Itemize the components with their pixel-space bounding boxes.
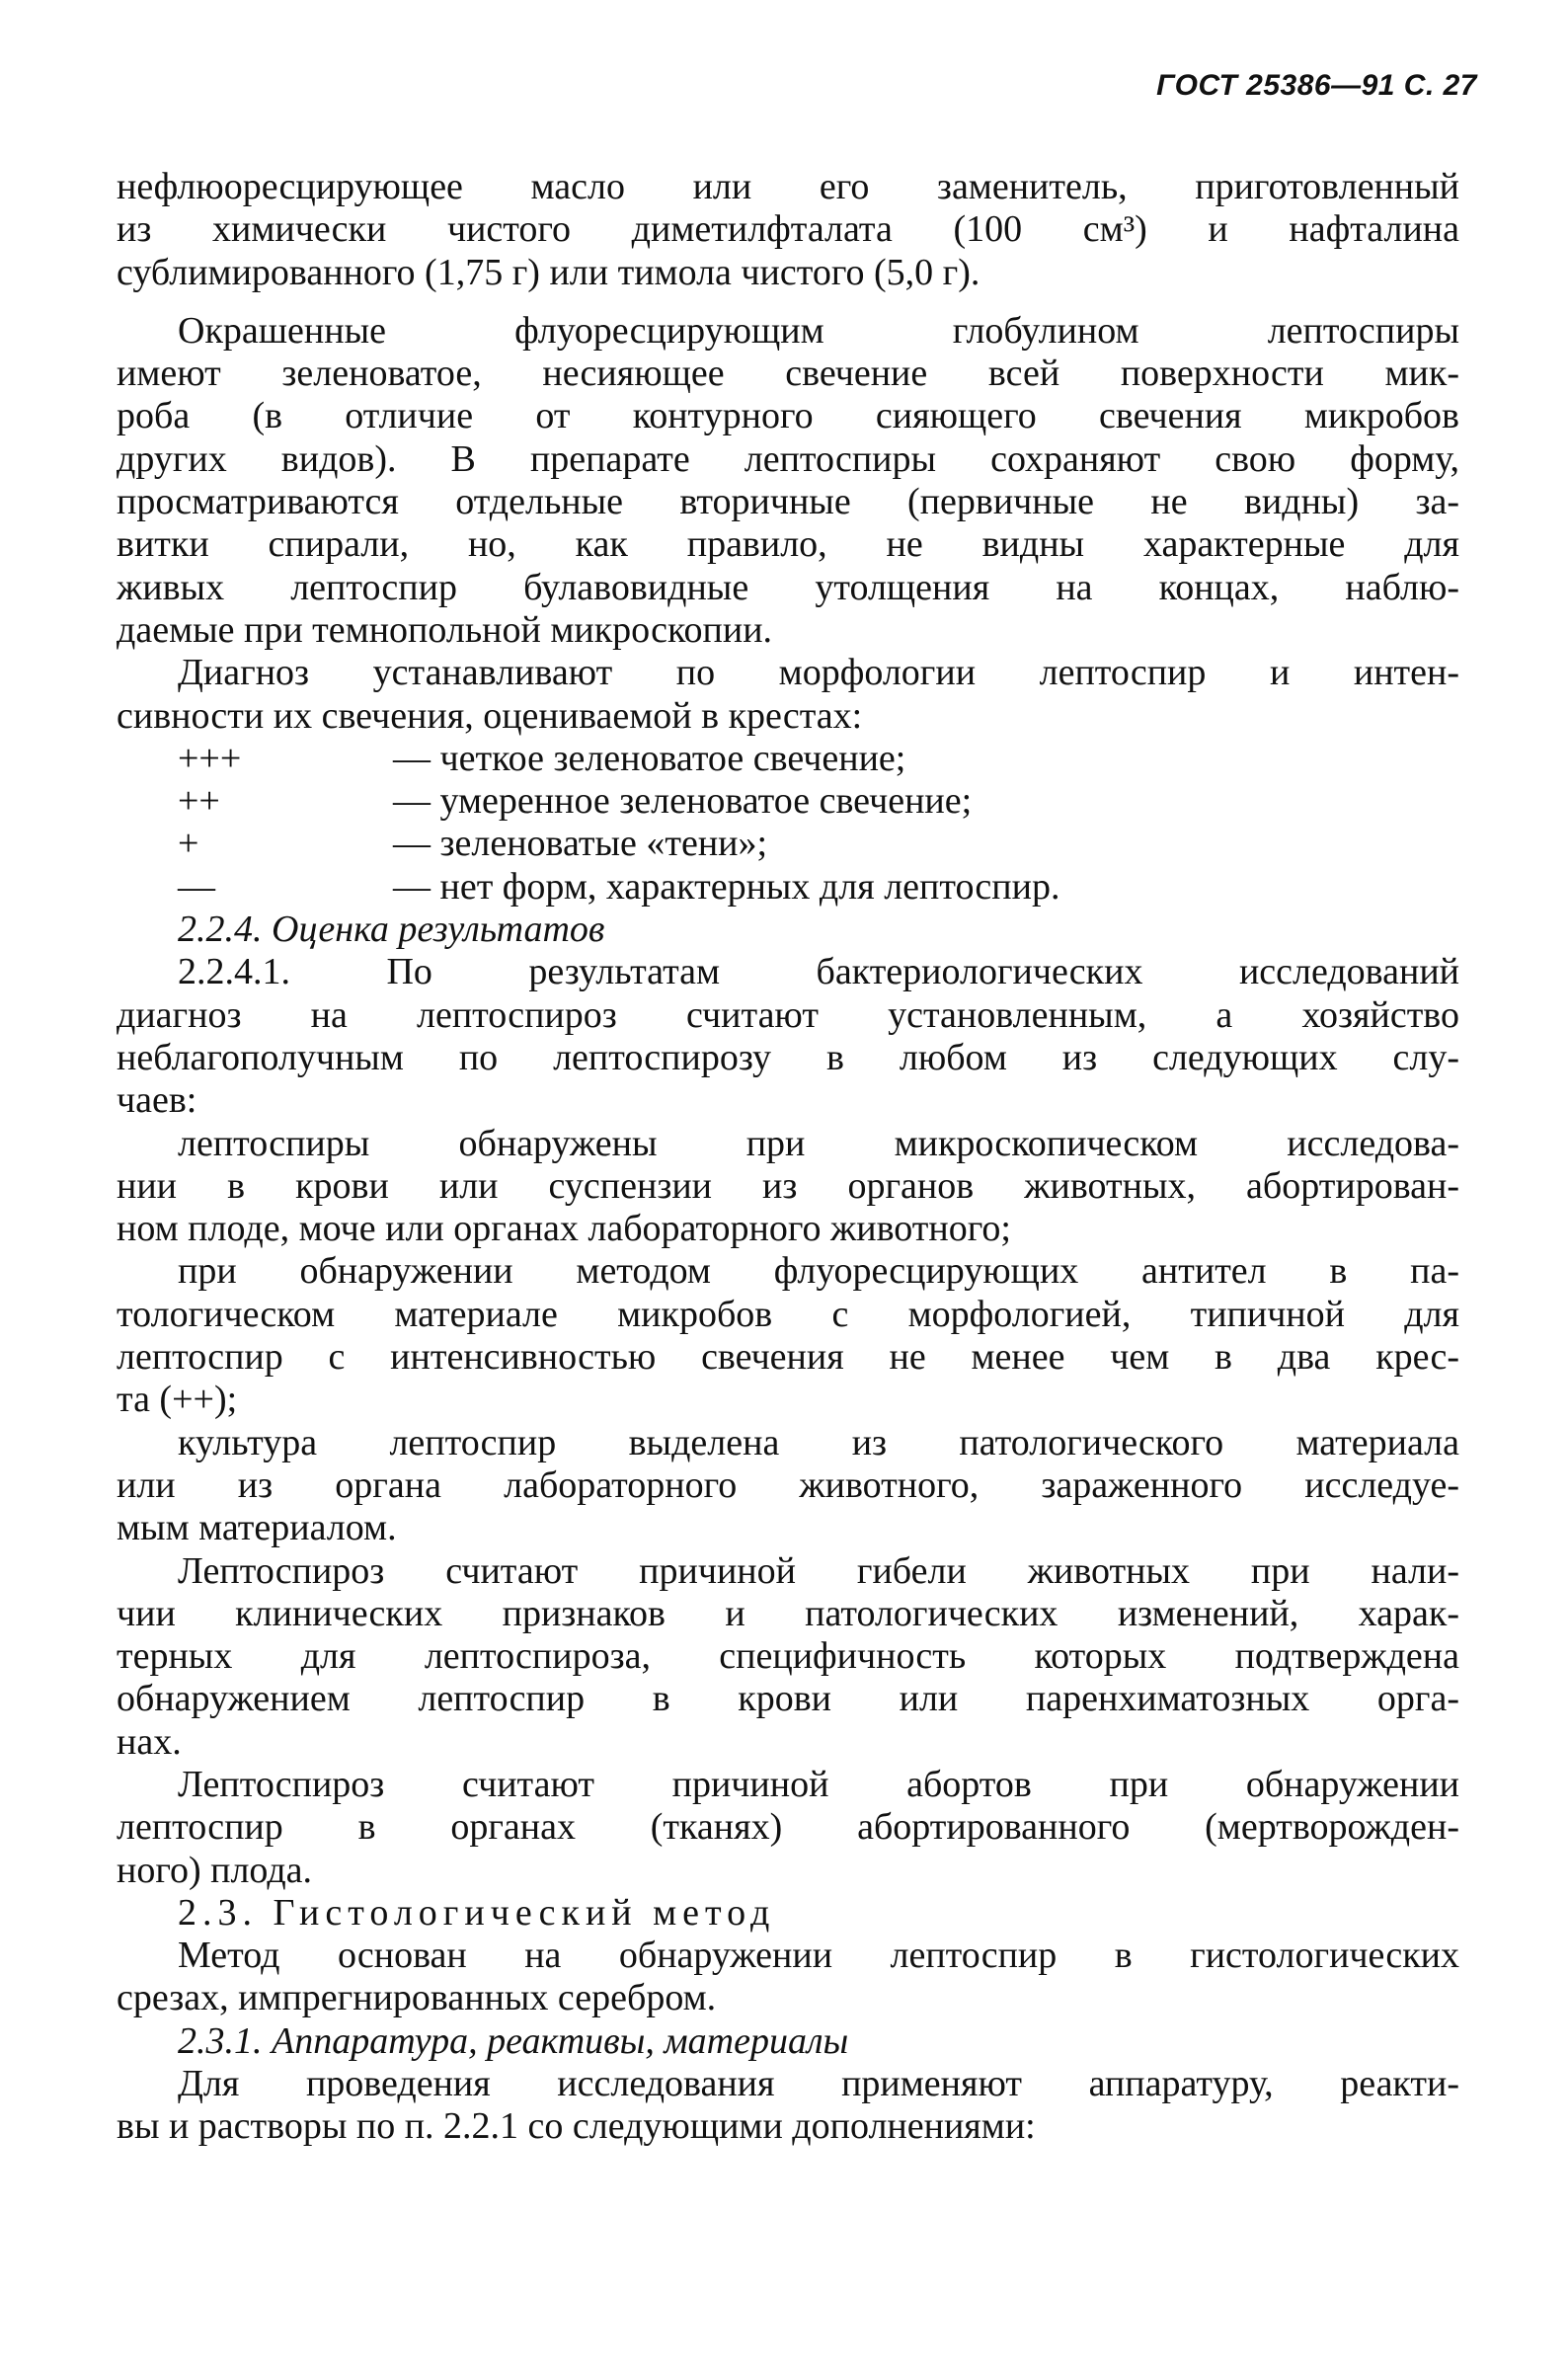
text-line: ного) плода. bbox=[117, 1849, 313, 1891]
text-line: нах. bbox=[117, 1720, 182, 1763]
page-body bbox=[117, 150, 1459, 2149]
text-line: Метод основан на обнаружении лептоспир в гистологических bbox=[178, 1935, 1459, 1977]
legend-symbol: — bbox=[178, 865, 215, 908]
page-header: ГОСТ 25386—91 С. 27 bbox=[1156, 69, 1477, 102]
text-line: 2.2.4.1. По результатам бактериологических исследований bbox=[178, 951, 1459, 993]
text-line: живых лептоспир булавовидные утолщения на концах, наблю- bbox=[117, 566, 1459, 608]
text-line: та (++); bbox=[117, 1379, 238, 1421]
text-line: сивности их свечения, оцениваемой в крестах: bbox=[117, 694, 863, 737]
paragraph bbox=[117, 1935, 1459, 2020]
text-line: других видов). В препарате лептоспиры сохраняют свою форму, bbox=[117, 437, 1459, 480]
text-line: обнаружением лептоспир в крови или паренхиматозных орга- bbox=[117, 1678, 1459, 1720]
text-line: Лептоспироз считают причиной гибели животных при нали- bbox=[178, 1549, 1459, 1592]
legend-symbol: ++ bbox=[178, 780, 220, 823]
paragraph bbox=[117, 1550, 1459, 1764]
legend-row bbox=[117, 866, 1459, 908]
paragraph bbox=[117, 1250, 1459, 1421]
text-line: культура лептоспир выделена из патологического материала bbox=[178, 1421, 1459, 1463]
text-line: чии клинических признаков и патологических изменений, харак- bbox=[117, 1592, 1459, 1634]
text-line: или из органа лабораторного животного, зараженного исследуе- bbox=[117, 1463, 1459, 1506]
legend-text: — умеренное зеленоватое свечение; bbox=[393, 780, 973, 823]
legend-text: — зеленоватые «тени»; bbox=[393, 823, 768, 865]
text-line: Окрашенные флуоресцирующим глобулином лептоспиры bbox=[178, 309, 1459, 352]
legend-row bbox=[117, 780, 1459, 823]
text-line: неблагополучным по лептоспирозу в любом из следующих слу- bbox=[117, 1036, 1459, 1078]
legend-text: — четкое зеленоватое свечение; bbox=[393, 737, 906, 779]
legend-row bbox=[117, 823, 1459, 865]
text-line: нии в крови или суспензии из органов животных, абортирован- bbox=[117, 1164, 1459, 1207]
paragraph bbox=[117, 310, 1459, 652]
text-line: имеют зеленоватое, несияющее свечение всей поверхности мик- bbox=[117, 353, 1459, 395]
text-line: нефлюоресцирующее масло или его заменитель, приготовленный bbox=[117, 166, 1459, 207]
cross-legend bbox=[117, 738, 1459, 908]
text-line: мым материалом. bbox=[117, 1507, 397, 1549]
text-line: Диагноз устанавливают по морфологии лептоспир и интен- bbox=[178, 652, 1459, 694]
text-line: просматриваются отдельные вторичные (первичные не видны) за- bbox=[117, 481, 1459, 523]
legend-row bbox=[117, 738, 1459, 780]
legend-text: — нет форм, характерных для лептоспир. bbox=[393, 865, 1060, 908]
text-line: лептоспиры обнаружены при микроскопическом исследова- bbox=[178, 1122, 1459, 1164]
paragraph bbox=[117, 1422, 1459, 1550]
paragraph bbox=[117, 652, 1459, 738]
text-line: срезах, импрегнированных серебром. bbox=[117, 1977, 717, 2019]
paragraph bbox=[117, 166, 1459, 294]
text-line: Лептоспироз считают причиной абортов при обнаружении bbox=[178, 1763, 1459, 1805]
legend-symbol: + bbox=[178, 823, 199, 865]
text-line: лептоспир с интенсивностью свечения не менее чем в два крес- bbox=[117, 1336, 1459, 1379]
text-line: вы и растворы по п. 2.2.1 со следующими дополнениями: bbox=[117, 2105, 1036, 2148]
text-line: диагноз на лептоспироз считают установленным, а хозяйство bbox=[117, 993, 1459, 1036]
text-line: сублимированного (1,75 г) или тимола чистого (5,0 г). bbox=[117, 251, 980, 293]
text-line: роба (в отличие от контурного сияющего свечения микробов bbox=[117, 395, 1459, 437]
text-line: Для проведения исследования применяют аппаратуру, реакти- bbox=[178, 2063, 1459, 2105]
paragraph bbox=[117, 1764, 1459, 1892]
text-line: даемые при темнопольной микроскопии. bbox=[117, 608, 773, 651]
text-line: тологическом материале микробов с морфологией, типичной для bbox=[117, 1293, 1459, 1335]
text-line: из химически чистого диметилфталата (100 см³) и нафталина bbox=[117, 208, 1459, 251]
legend-symbol: +++ bbox=[178, 737, 242, 779]
paragraph bbox=[117, 1123, 1459, 1251]
text-line: витки спирали, но, как правило, не видны характерные для bbox=[117, 523, 1459, 566]
section-heading: 2.2.4. Оценка результатов bbox=[178, 908, 605, 951]
paragraph bbox=[117, 2063, 1459, 2149]
text-line: терных для лептоспироза, специфичность которых подтверждена bbox=[117, 1635, 1459, 1678]
text-line: чаев: bbox=[117, 1079, 197, 1122]
text-line: при обнаружении методом флуоресцирующих антител в па- bbox=[178, 1250, 1459, 1293]
paragraph bbox=[117, 951, 1459, 1122]
text-line: ном плоде, моче или органах лабораторного животного; bbox=[117, 1208, 1011, 1250]
text-line: лептоспир в органах (тканях) абортированного (мертворожден- bbox=[117, 1806, 1459, 1849]
section-heading: 2.3.1. Аппаратура, реактивы, материалы bbox=[178, 2019, 849, 2062]
section-heading: 2.3. Гистологический метод bbox=[178, 1891, 776, 1934]
